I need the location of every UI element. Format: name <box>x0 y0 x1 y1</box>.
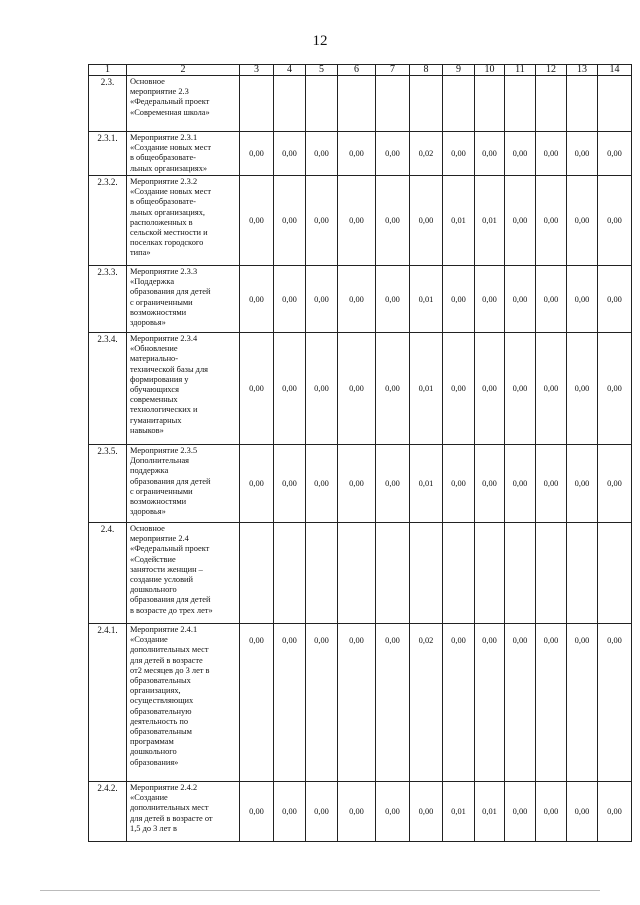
value-cell-col-10: 0,00 <box>475 624 505 782</box>
value-cell-col-10: 0,01 <box>475 176 505 266</box>
value-cell-col-5: 0,00 <box>306 333 338 445</box>
value-cell-col-14 <box>598 523 632 624</box>
value-cell-col-7: 0,00 <box>376 132 410 176</box>
row-code: 2.3.4. <box>89 333 127 445</box>
table-body <box>89 76 632 842</box>
value-cell-col-3: 0,00 <box>240 782 274 842</box>
value-cell-col-14: 0,00 <box>598 782 632 842</box>
value-cell-col-6: 0,00 <box>338 333 376 445</box>
value-cell-col-11: 0,00 <box>505 176 536 266</box>
value-cell-col-3: 0,00 <box>240 445 274 523</box>
table-row <box>89 445 632 523</box>
row-name: Мероприятие 2.3.5 Дополнительная поддержка образования для детей с ограниченными возможностями здоровья» <box>127 445 240 523</box>
value-cell-col-12 <box>536 76 567 132</box>
page-edge-line <box>40 890 600 891</box>
value-cell-col-12: 0,00 <box>536 445 567 523</box>
value-cell-col-3: 0,00 <box>240 333 274 445</box>
value-cell-col-9: 0,00 <box>443 624 475 782</box>
column-header-14: 14 <box>598 65 632 76</box>
column-header-11: 11 <box>505 65 536 76</box>
value-cell-col-10 <box>475 523 505 624</box>
column-header-8: 8 <box>410 65 443 76</box>
column-header-2: 2 <box>127 65 240 76</box>
value-cell-col-14: 0,00 <box>598 132 632 176</box>
value-cell-col-6 <box>338 76 376 132</box>
value-cell-col-13: 0,00 <box>567 333 598 445</box>
row-code: 2.3. <box>89 76 127 132</box>
value-cell-col-11 <box>505 76 536 132</box>
value-cell-col-14: 0,00 <box>598 445 632 523</box>
value-cell-col-12 <box>536 523 567 624</box>
value-cell-col-12: 0,00 <box>536 782 567 842</box>
table-row <box>89 333 632 445</box>
value-cell-col-11: 0,00 <box>505 132 536 176</box>
value-cell-col-12: 0,00 <box>536 333 567 445</box>
table-row <box>89 176 632 266</box>
value-cell-col-5 <box>306 76 338 132</box>
value-cell-col-14: 0,00 <box>598 176 632 266</box>
value-cell-col-5: 0,00 <box>306 624 338 782</box>
value-cell-col-9: 0,00 <box>443 445 475 523</box>
table-row <box>89 523 632 624</box>
row-code: 2.4. <box>89 523 127 624</box>
value-cell-col-4: 0,00 <box>274 333 306 445</box>
value-cell-col-3 <box>240 523 274 624</box>
column-header-1: 1 <box>89 65 127 76</box>
row-code: 2.3.2. <box>89 176 127 266</box>
page-number: 12 <box>312 33 328 49</box>
value-cell-col-7: 0,00 <box>376 445 410 523</box>
value-cell-col-4: 0,00 <box>274 445 306 523</box>
value-cell-col-11 <box>505 523 536 624</box>
value-cell-col-13: 0,00 <box>567 176 598 266</box>
table-row <box>89 782 632 842</box>
value-cell-col-3: 0,00 <box>240 266 274 333</box>
value-cell-col-4: 0,00 <box>274 782 306 842</box>
value-cell-col-9: 0,00 <box>443 266 475 333</box>
value-cell-col-9: 0,01 <box>443 176 475 266</box>
column-header-13: 13 <box>567 65 598 76</box>
value-cell-col-5 <box>306 523 338 624</box>
value-cell-col-6: 0,00 <box>338 132 376 176</box>
row-name: Основное мероприятие 2.3 «Федеральный проект «Современная школа» <box>127 76 240 132</box>
table-row <box>89 266 632 333</box>
value-cell-col-9 <box>443 76 475 132</box>
value-cell-col-9 <box>443 523 475 624</box>
value-cell-col-8: 0,00 <box>410 782 443 842</box>
row-name: Мероприятие 2.4.1 «Создание дополнительных мест для детей в возрасте от2 месяцев до 3 лет в образовательных организациях, осуществляющих образовательную деятельность по образовательным программам дошкольного образования» <box>127 624 240 782</box>
value-cell-col-7: 0,00 <box>376 782 410 842</box>
value-cell-col-11: 0,00 <box>505 266 536 333</box>
value-cell-col-12: 0,00 <box>536 132 567 176</box>
value-cell-col-4 <box>274 523 306 624</box>
value-cell-col-10: 0,00 <box>475 445 505 523</box>
column-header-9: 9 <box>443 65 475 76</box>
value-cell-col-8: 0,00 <box>410 176 443 266</box>
column-header-5: 5 <box>306 65 338 76</box>
row-name: Мероприятие 2.3.3 «Поддержка образования для детей с ограниченными возможностями здоровья» <box>127 266 240 333</box>
value-cell-col-5: 0,00 <box>306 782 338 842</box>
value-cell-col-11: 0,00 <box>505 624 536 782</box>
table-row <box>89 624 632 782</box>
row-name: Основное мероприятие 2.4 «Федеральный проект «Содействие занятости женщин – создание условий дошкольного образования для детей в возрасте до трех лет» <box>127 523 240 624</box>
value-cell-col-9: 0,00 <box>443 333 475 445</box>
value-cell-col-6 <box>338 523 376 624</box>
value-cell-col-10: 0,00 <box>475 266 505 333</box>
value-cell-col-14: 0,00 <box>598 333 632 445</box>
value-cell-col-3: 0,00 <box>240 624 274 782</box>
value-cell-col-14 <box>598 76 632 132</box>
value-cell-col-4 <box>274 76 306 132</box>
column-header-10: 10 <box>475 65 505 76</box>
value-cell-col-6: 0,00 <box>338 445 376 523</box>
value-cell-col-6: 0,00 <box>338 176 376 266</box>
value-cell-col-7: 0,00 <box>376 266 410 333</box>
value-cell-col-13 <box>567 76 598 132</box>
header-row <box>89 65 632 76</box>
row-code: 2.3.1. <box>89 132 127 176</box>
value-cell-col-14: 0,00 <box>598 624 632 782</box>
column-header-6: 6 <box>338 65 376 76</box>
value-cell-col-8 <box>410 523 443 624</box>
value-cell-col-13 <box>567 523 598 624</box>
value-cell-col-7 <box>376 76 410 132</box>
value-cell-col-10: 0,01 <box>475 782 505 842</box>
column-header-12: 12 <box>536 65 567 76</box>
value-cell-col-9: 0,00 <box>443 132 475 176</box>
value-cell-col-13: 0,00 <box>567 445 598 523</box>
value-cell-col-7: 0,00 <box>376 176 410 266</box>
value-cell-col-4: 0,00 <box>274 624 306 782</box>
value-cell-col-7 <box>376 523 410 624</box>
row-code: 2.3.3. <box>89 266 127 333</box>
value-cell-col-6: 0,00 <box>338 782 376 842</box>
value-cell-col-12: 0,00 <box>536 176 567 266</box>
value-cell-col-10: 0,00 <box>475 333 505 445</box>
value-cell-col-13: 0,00 <box>567 132 598 176</box>
table-row <box>89 132 632 176</box>
value-cell-col-11: 0,00 <box>505 445 536 523</box>
value-cell-col-11: 0,00 <box>505 782 536 842</box>
value-cell-col-3: 0,00 <box>240 132 274 176</box>
row-name: Мероприятие 2.4.2 «Создание дополнительных мест для детей в возрасте от 1,5 до 3 лет в <box>127 782 240 842</box>
value-cell-col-8: 0,01 <box>410 266 443 333</box>
value-cell-col-4: 0,00 <box>274 266 306 333</box>
value-cell-col-10 <box>475 76 505 132</box>
value-cell-col-5: 0,00 <box>306 132 338 176</box>
value-cell-col-5: 0,00 <box>306 445 338 523</box>
value-cell-col-7: 0,00 <box>376 333 410 445</box>
table-row <box>89 76 632 132</box>
value-cell-col-12: 0,00 <box>536 624 567 782</box>
row-code: 2.4.1. <box>89 624 127 782</box>
row-name: Мероприятие 2.3.2 «Создание новых мест в общеобразовате- льных организациях, расположенных в сельской местности и поселках городского типа» <box>127 176 240 266</box>
value-cell-col-13: 0,00 <box>567 624 598 782</box>
column-header-4: 4 <box>274 65 306 76</box>
value-cell-col-12: 0,00 <box>536 266 567 333</box>
value-cell-col-8: 0,02 <box>410 132 443 176</box>
value-cell-col-4: 0,00 <box>274 132 306 176</box>
value-cell-col-9: 0,01 <box>443 782 475 842</box>
value-cell-col-5: 0,00 <box>306 266 338 333</box>
value-cell-col-8: 0,02 <box>410 624 443 782</box>
value-cell-col-14: 0,00 <box>598 266 632 333</box>
value-cell-col-6: 0,00 <box>338 624 376 782</box>
value-cell-col-10: 0,00 <box>475 132 505 176</box>
value-cell-col-8 <box>410 76 443 132</box>
row-code: 2.4.2. <box>89 782 127 842</box>
value-cell-col-6: 0,00 <box>338 266 376 333</box>
row-name: Мероприятие 2.3.1 «Создание новых мест в общеобразовате- льных организациях» <box>127 132 240 176</box>
row-code: 2.3.5. <box>89 445 127 523</box>
value-cell-col-8: 0,01 <box>410 333 443 445</box>
value-cell-col-13: 0,00 <box>567 782 598 842</box>
value-cell-col-3 <box>240 76 274 132</box>
budget-table <box>88 64 632 842</box>
value-cell-col-8: 0,01 <box>410 445 443 523</box>
column-header-3: 3 <box>240 65 274 76</box>
column-header-7: 7 <box>376 65 410 76</box>
value-cell-col-4: 0,00 <box>274 176 306 266</box>
value-cell-col-3: 0,00 <box>240 176 274 266</box>
value-cell-col-13: 0,00 <box>567 266 598 333</box>
row-name: Мероприятие 2.3.4 «Обновление материально- технической базы для формирования у обучающихся современных технологических и гуманитарных навыков» <box>127 333 240 445</box>
value-cell-col-11: 0,00 <box>505 333 536 445</box>
value-cell-col-7: 0,00 <box>376 624 410 782</box>
value-cell-col-5: 0,00 <box>306 176 338 266</box>
